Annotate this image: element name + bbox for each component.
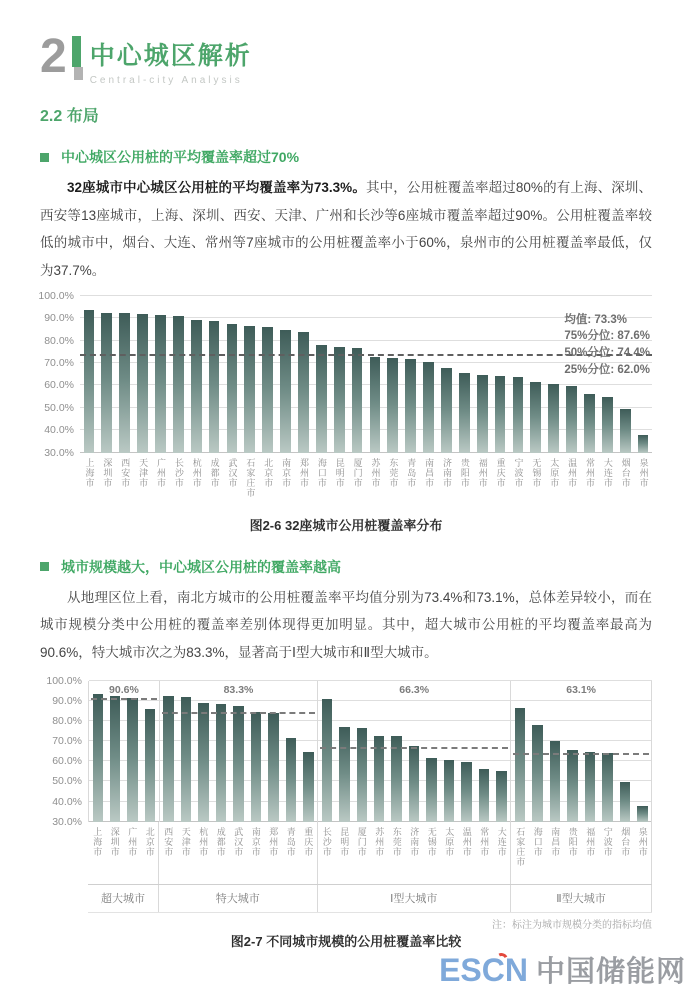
bar xyxy=(496,771,506,821)
bar xyxy=(119,313,130,453)
city-label: 厦门市 xyxy=(356,826,367,857)
city-label: 烟台市 xyxy=(620,457,631,488)
city-label: 南昌市 xyxy=(550,826,561,857)
city-label: 济南市 xyxy=(409,826,420,857)
city-label: 天津市 xyxy=(180,826,191,857)
city-label: 东莞市 xyxy=(388,457,399,488)
city-label: 大连市 xyxy=(602,457,613,488)
bar xyxy=(461,762,471,822)
bar xyxy=(145,709,155,822)
city-label: 长沙市 xyxy=(321,826,332,857)
bar xyxy=(137,314,148,453)
city-label: 石家庄市 xyxy=(245,457,256,498)
bar-slot xyxy=(152,296,170,453)
legend-line: 50%分位: 74.4% xyxy=(564,347,650,360)
bar xyxy=(459,373,470,453)
group-mean-dashed-line xyxy=(162,712,315,714)
group-mean-label: 83.3% xyxy=(223,683,254,696)
bar-slot xyxy=(177,681,194,822)
bar-slot xyxy=(440,681,457,822)
y-tick-label: 70.0% xyxy=(44,356,74,369)
city-label: 厦门市 xyxy=(352,457,363,488)
bar-slot xyxy=(116,296,134,453)
y-tick-label: 60.0% xyxy=(44,379,74,392)
chart2-y-axis xyxy=(40,674,88,828)
city-label: 宁波市 xyxy=(602,826,613,857)
city-label: 北京市 xyxy=(263,457,274,488)
paragraph-1 xyxy=(40,174,652,285)
city-label: 青岛市 xyxy=(406,457,417,488)
bar xyxy=(387,358,398,453)
divider-gray-bar xyxy=(74,67,83,80)
bar-slot xyxy=(616,681,633,822)
bar-slot xyxy=(634,681,651,822)
city-label: 上海市 xyxy=(92,826,103,857)
bar xyxy=(268,713,278,822)
bar-slot xyxy=(599,681,616,822)
group-plot xyxy=(89,681,160,822)
y-tick-label: 90.0% xyxy=(52,694,82,707)
chart2-note: 注：标注为城市规模分类的指标均值 xyxy=(492,919,652,931)
bar-slot xyxy=(493,681,510,822)
bar xyxy=(391,736,401,821)
city-label: 太原市 xyxy=(444,826,455,857)
bar xyxy=(155,315,166,452)
city-label: 天津市 xyxy=(138,457,149,488)
city-label: 上海市 xyxy=(84,457,95,488)
groups-container xyxy=(89,681,652,822)
city-size-group-label: Ⅰ型大城市 xyxy=(318,885,512,912)
bar xyxy=(638,435,649,452)
bar xyxy=(530,382,541,453)
bar-slot xyxy=(545,296,563,453)
bar-slot xyxy=(318,681,335,822)
bar-slot xyxy=(277,296,295,453)
city-label: 温州市 xyxy=(461,826,472,857)
city-label: 无锡市 xyxy=(531,457,542,488)
bar-slot xyxy=(241,296,259,453)
bar-slot xyxy=(160,681,177,822)
group-plot xyxy=(160,681,318,822)
group-city-labels xyxy=(88,822,159,884)
bar xyxy=(374,736,384,822)
bar xyxy=(532,725,542,822)
city-label: 重庆市 xyxy=(303,826,314,857)
bar xyxy=(93,694,103,822)
bar-slot xyxy=(529,681,546,822)
city-label: 福州市 xyxy=(585,826,596,857)
y-tick-label: 40.0% xyxy=(44,424,74,437)
bar xyxy=(441,368,452,452)
bar xyxy=(209,321,220,452)
bar-slot xyxy=(384,296,402,453)
chart2-group-labels xyxy=(88,884,652,913)
chapter-title: 中心城区解析 xyxy=(89,42,252,70)
bar xyxy=(620,409,631,453)
y-tick-label: 100.0% xyxy=(46,674,82,687)
city-label: 深圳市 xyxy=(109,826,120,857)
chart-coverage-distribution xyxy=(38,289,652,534)
group-plot xyxy=(511,681,652,822)
footer-logo xyxy=(439,949,686,990)
bar-slot xyxy=(473,296,491,453)
chart1-legend xyxy=(564,312,650,379)
bar xyxy=(316,345,327,453)
city-size-group-label: Ⅱ型大城市 xyxy=(511,885,652,912)
bar-slot xyxy=(223,296,241,453)
bar xyxy=(339,727,349,822)
bar xyxy=(370,357,381,453)
city-label: 烟台市 xyxy=(620,826,631,857)
bar-slot xyxy=(312,296,330,453)
paragraph-1-body: 其中，公用桩覆盖率超过80%的有上海、深圳、西安等13座城市，上海、深圳、西安、天津、广州和长沙等6座城市覆盖率超过90%。公用桩覆盖率较低的城市中，烟台、大连、常州等7座城市的公用桩覆盖率小于60%，泉州市的公用桩覆盖率最低，仅为37.7%。 xyxy=(40,180,652,279)
bar-slot xyxy=(89,681,106,822)
bar xyxy=(216,704,226,822)
group-mean-label: 66.3% xyxy=(399,683,430,696)
city-label: 常州市 xyxy=(584,457,595,488)
bar xyxy=(262,327,273,453)
chart2-caption: 图2-7 不同城市规模的公用桩覆盖率比较 xyxy=(230,933,462,949)
bar-slot xyxy=(366,296,384,453)
bar-slot xyxy=(336,681,353,822)
city-label: 福州市 xyxy=(477,457,488,488)
city-label: 郑州市 xyxy=(268,826,279,857)
city-label: 泉州市 xyxy=(638,457,649,488)
group-city-labels xyxy=(318,822,512,884)
chapter-subtitle: Central-city Analysis xyxy=(89,75,243,86)
legend-line: 75%分位: 87.6% xyxy=(564,330,650,343)
bar-slot xyxy=(546,681,563,822)
bar-slot xyxy=(405,681,422,822)
bar-slot xyxy=(475,681,492,822)
bar xyxy=(477,375,488,453)
bar xyxy=(513,377,524,453)
bar xyxy=(303,752,313,821)
group-mean-label: 63.1% xyxy=(566,683,597,696)
bar-slot xyxy=(80,296,98,453)
bar-slot xyxy=(491,296,509,453)
bar-slot xyxy=(141,681,158,822)
city-label: 贵阳市 xyxy=(459,457,470,488)
bar xyxy=(244,326,255,453)
bar-slot xyxy=(511,681,528,822)
bar-slot xyxy=(330,296,348,453)
bar xyxy=(620,782,630,821)
city-label: 太原市 xyxy=(549,457,560,488)
city-label: 杭州市 xyxy=(198,826,209,857)
y-tick-label: 80.0% xyxy=(52,715,82,727)
city-label: 南京市 xyxy=(250,826,261,857)
bar xyxy=(352,348,363,452)
escn-logo: ESC N xyxy=(439,952,528,988)
chart1-caption: 图2-6 32座城市公用桩覆盖率分布 xyxy=(249,517,443,533)
group-city-labels xyxy=(159,822,318,884)
bar xyxy=(548,384,559,453)
chart2-x-axis-labels xyxy=(88,822,652,884)
bar-slot xyxy=(169,296,187,453)
bar-slot xyxy=(438,296,456,453)
city-label: 成都市 xyxy=(209,457,220,488)
bar xyxy=(423,362,434,452)
city-size-group-label: 特大城市 xyxy=(159,885,318,912)
bar-slot xyxy=(212,681,229,822)
bar-slot xyxy=(402,296,420,453)
bar-slot xyxy=(98,296,116,453)
bar xyxy=(584,394,595,453)
group-mean-dashed-line xyxy=(513,753,649,755)
bar xyxy=(602,753,612,821)
bar xyxy=(251,712,261,822)
bullet-square-icon xyxy=(40,562,49,571)
city-label: 深圳市 xyxy=(102,457,113,488)
city-label: 广州市 xyxy=(127,826,138,857)
group-mean-label: 90.6% xyxy=(109,683,139,696)
chart1-plot-area xyxy=(80,296,652,453)
city-label: 武汉市 xyxy=(227,457,238,488)
bar xyxy=(405,359,416,452)
y-tick-label: 40.0% xyxy=(52,795,82,808)
brand-name-cn: 中国储能网 xyxy=(535,956,686,988)
city-label: 重庆市 xyxy=(495,457,506,488)
group-city-labels xyxy=(511,822,652,884)
city-label: 昆明市 xyxy=(339,826,350,857)
bar-slot xyxy=(348,296,366,453)
bar xyxy=(444,760,454,822)
bar-slot xyxy=(371,681,388,822)
bar-slot xyxy=(259,296,277,453)
bar-slot xyxy=(564,681,581,822)
bar-slot xyxy=(247,681,264,822)
bar-slot xyxy=(581,681,598,822)
bar xyxy=(298,332,309,453)
city-size-group-label: 超大城市 xyxy=(88,885,159,912)
bar xyxy=(181,697,191,822)
y-tick-label: 90.0% xyxy=(44,312,74,325)
chapter-divider-icon xyxy=(72,36,83,80)
key-point-1 xyxy=(40,147,652,167)
bar-slot xyxy=(455,296,473,453)
legend-line: 25%分位: 62.0% xyxy=(564,363,650,376)
city-label: 北京市 xyxy=(144,826,155,857)
y-tick-label: 50.0% xyxy=(52,775,82,788)
key-point-2-text: 城市规模越大，中心城区公用桩的覆盖率越高 xyxy=(61,558,341,575)
y-tick-label: 100.0% xyxy=(38,289,74,302)
key-point-2 xyxy=(40,557,652,577)
city-label: 昆明市 xyxy=(334,457,345,488)
bar-slot xyxy=(205,296,223,453)
bar-slot xyxy=(124,681,141,822)
bar xyxy=(566,386,577,452)
bar-slot xyxy=(282,681,299,822)
bar xyxy=(426,758,436,822)
bar xyxy=(163,696,173,822)
city-label: 南昌市 xyxy=(424,457,435,488)
y-tick-label: 30.0% xyxy=(52,815,82,828)
city-label: 西安市 xyxy=(120,457,131,488)
section-heading: 2.2 布局 xyxy=(40,108,99,125)
bar xyxy=(191,320,202,452)
chart1-x-axis-labels xyxy=(80,453,652,509)
bar xyxy=(227,324,238,453)
city-label: 温州市 xyxy=(567,457,578,488)
legend-line: 均值: 73.3% xyxy=(564,313,627,326)
city-label: 杭州市 xyxy=(191,457,202,488)
bar xyxy=(173,316,184,453)
paragraph-2: 从地理区位上看，南北方城市的公用桩覆盖率平均值分别为73.4%和73.1%，总体差异较小，而在城市规模分类中公用桩的覆盖率差别体现得更加明显。其中，超大城市公用桩的平均覆盖率最高为90.6%，特大城市次之为83.3%，显著高于Ⅰ型大城市和Ⅱ型大城市。 xyxy=(40,589,652,661)
bar-slot xyxy=(106,681,123,822)
y-tick-label: 60.0% xyxy=(52,755,82,768)
bar xyxy=(495,376,506,453)
city-label: 东莞市 xyxy=(391,826,402,857)
city-label: 泉州市 xyxy=(637,826,648,857)
group-plot xyxy=(318,681,511,822)
city-label: 西安市 xyxy=(163,826,174,857)
y-tick-label: 50.0% xyxy=(44,401,74,414)
bar-slot xyxy=(509,296,527,453)
city-label: 郑州市 xyxy=(298,457,309,488)
group-mean-dashed-line xyxy=(91,698,157,700)
chart2-plot-area xyxy=(88,681,652,822)
bar-slot xyxy=(527,296,545,453)
bar xyxy=(84,310,95,452)
city-label: 济南市 xyxy=(441,457,452,488)
city-label: 宁波市 xyxy=(513,457,524,488)
bar xyxy=(110,696,120,822)
bar xyxy=(280,330,291,452)
city-label: 常州市 xyxy=(479,826,490,857)
bar xyxy=(233,706,243,822)
city-label: 南京市 xyxy=(281,457,292,488)
bar-slot xyxy=(134,296,152,453)
bar xyxy=(357,728,367,822)
city-label: 成都市 xyxy=(215,826,226,857)
city-label: 贵阳市 xyxy=(567,826,578,857)
bar xyxy=(127,698,137,821)
y-tick-label: 80.0% xyxy=(44,334,74,347)
paragraph-1-lead: 32座城市中心城区公用桩的平均覆盖率为73.3%。 xyxy=(67,180,366,195)
city-label: 海口市 xyxy=(532,826,543,857)
city-label: 海口市 xyxy=(316,457,327,488)
city-label: 石家庄市 xyxy=(515,826,526,867)
bar xyxy=(286,738,296,822)
group-mean-dashed-line xyxy=(320,747,508,749)
bar xyxy=(637,806,647,822)
city-label: 苏州市 xyxy=(374,826,385,857)
bar-slot xyxy=(195,681,212,822)
bar xyxy=(602,397,613,453)
bar xyxy=(409,746,419,822)
bar-slot xyxy=(388,681,405,822)
city-label: 青岛市 xyxy=(285,826,296,857)
bar-slot xyxy=(300,681,317,822)
y-tick-label: 70.0% xyxy=(52,735,82,748)
bar xyxy=(567,750,577,822)
bar xyxy=(515,708,525,822)
bar-slot xyxy=(265,681,282,822)
bar xyxy=(334,347,345,452)
city-label: 大连市 xyxy=(496,826,507,857)
divider-green-bar xyxy=(72,36,81,67)
city-label: 苏州市 xyxy=(370,457,381,488)
bar-slot xyxy=(420,296,438,453)
chart-coverage-by-city-size xyxy=(40,674,652,950)
city-label: 无锡市 xyxy=(426,826,437,857)
y-tick-label: 30.0% xyxy=(44,446,74,459)
key-point-1-text: 中心城区公用桩的平均覆盖率超过70% xyxy=(61,149,300,165)
bar xyxy=(322,699,332,822)
chart1-y-axis xyxy=(38,289,80,459)
bar-slot xyxy=(230,681,247,822)
bar xyxy=(198,703,208,822)
chapter-titles xyxy=(90,34,252,86)
bullet-square-icon xyxy=(40,153,49,162)
city-label: 广州市 xyxy=(155,457,166,488)
bar-slot xyxy=(353,681,370,822)
bar xyxy=(585,752,595,822)
city-label: 武汉市 xyxy=(233,826,244,857)
bar xyxy=(101,313,112,453)
bar xyxy=(479,769,489,822)
page-header xyxy=(40,30,652,86)
bar-slot xyxy=(458,681,475,822)
city-label: 长沙市 xyxy=(173,457,184,488)
chapter-number: 2 xyxy=(40,30,67,83)
bar-slot xyxy=(423,681,440,822)
bar-slot xyxy=(187,296,205,453)
bar-slot xyxy=(295,296,313,453)
